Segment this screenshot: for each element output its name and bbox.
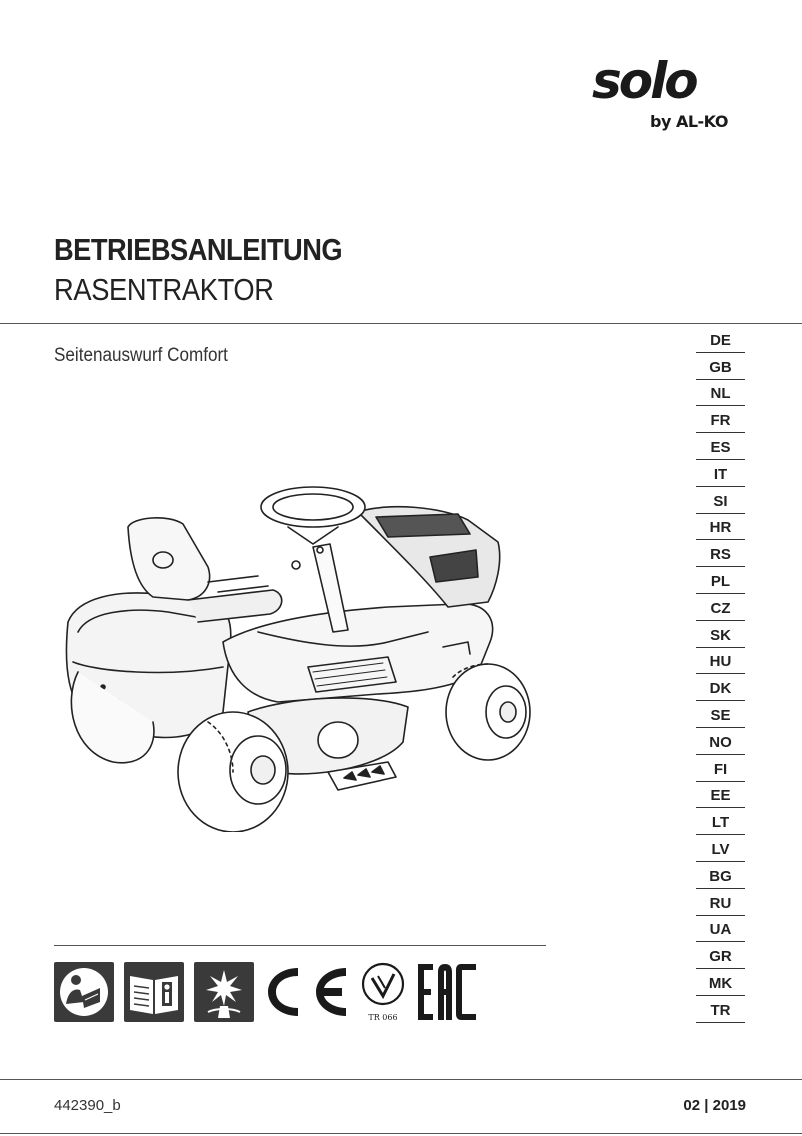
- brand-logo-name: solo: [592, 52, 696, 110]
- language-item-es: ES: [696, 433, 745, 460]
- language-list: [696, 326, 745, 1023]
- language-item-de: DE: [696, 326, 745, 353]
- language-item-nl: NL: [696, 380, 745, 407]
- language-item-lt: LT: [696, 808, 745, 835]
- language-item-tr: TR: [696, 996, 745, 1023]
- divider: [0, 1079, 802, 1080]
- language-item-hu: HU: [696, 648, 745, 675]
- document-number: 442390_b: [54, 1097, 121, 1114]
- language-item-si: SI: [696, 487, 745, 514]
- brand-logo: [588, 52, 748, 136]
- document-date: 02 | 2019: [683, 1097, 746, 1114]
- tr-tuv-mark-icon: [358, 962, 408, 1027]
- language-item-sk: SK: [696, 621, 745, 648]
- svg-text:TR 066: TR 066: [368, 1013, 398, 1022]
- brand-logo-tagline: by AL-KO: [650, 112, 728, 131]
- divider: [54, 945, 546, 946]
- lawn-tractor-illustration: [58, 472, 542, 832]
- divider: [0, 1133, 802, 1134]
- language-item-lv: LV: [696, 835, 745, 862]
- language-item-cz: CZ: [696, 594, 745, 621]
- language-item-se: SE: [696, 701, 745, 728]
- hazard-projectile-icon: [194, 962, 254, 1027]
- language-item-no: NO: [696, 728, 745, 755]
- document-title: BETRIEBSANLEITUNG: [54, 232, 343, 267]
- language-item-gr: GR: [696, 942, 745, 969]
- language-item-fr: FR: [696, 406, 745, 433]
- language-item-mk: MK: [696, 969, 745, 996]
- read-manual-icon: [54, 962, 114, 1027]
- product-name: RASENTRAKTOR: [54, 272, 274, 307]
- ce-mark-icon: [264, 962, 350, 1027]
- language-item-it: IT: [696, 460, 745, 487]
- language-item-pl: PL: [696, 567, 745, 594]
- language-item-ee: EE: [696, 782, 745, 809]
- language-item-gb: GB: [696, 353, 745, 380]
- language-item-bg: BG: [696, 862, 745, 889]
- language-item-fi: FI: [696, 755, 745, 782]
- info-book-icon: [124, 962, 184, 1027]
- language-item-hr: HR: [696, 514, 745, 541]
- language-item-ru: RU: [696, 889, 745, 916]
- model-subtitle: Seitenauswurf Comfort: [54, 345, 228, 366]
- language-item-ua: UA: [696, 916, 745, 943]
- divider: [0, 323, 802, 324]
- eac-mark-icon: [416, 962, 478, 1027]
- language-item-rs: RS: [696, 540, 745, 567]
- language-item-dk: DK: [696, 674, 745, 701]
